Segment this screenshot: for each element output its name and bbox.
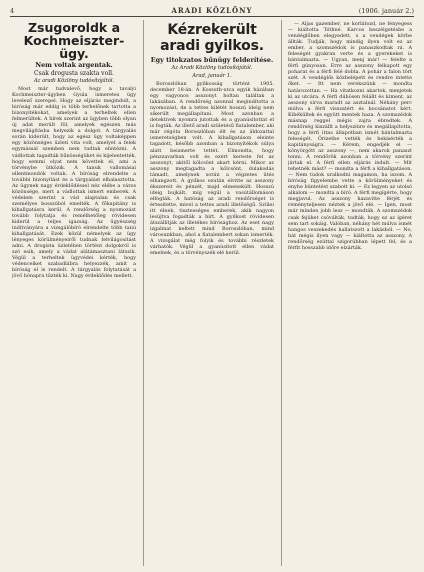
column-3 bbox=[288, 21, 412, 566]
issue-date: (1906. január 2.) bbox=[358, 7, 414, 15]
newspaper-title: ARADI KÖZLÖNY bbox=[171, 6, 253, 15]
article-subhead: Csak drogusta szakta voll. bbox=[34, 70, 114, 77]
column-divider bbox=[143, 20, 144, 566]
article-subhead: Nem voltak argentak. bbox=[35, 61, 113, 69]
article-byline: Az aradi Közlöny tudósítójától. bbox=[33, 78, 115, 84]
column-1 bbox=[12, 21, 136, 566]
column-divider bbox=[281, 20, 282, 566]
article-body bbox=[288, 21, 412, 251]
article-headline: Zsugoroldk a Kochmeiszter-ügy. bbox=[23, 21, 125, 61]
article-subhead: Egy titokzatos bűnügy felderítése. bbox=[150, 56, 274, 64]
column-2 bbox=[150, 21, 274, 566]
article-headline: Kézrekerült aradi gyilkos. bbox=[160, 22, 264, 54]
article-paragraph: Boroszlóban gyilkosság történt 1905. december 18-án. A Kossuth-utca egyik házában egy vagyonos asszonyt holtan találtak a lakásában. A rendőrség azonnal megindította a nyomozást, de a tettes kilétét hosszú ideig nem sikerült megállapítani. Most azonban a detektívek nyomra jutottak és a gyanúsítottat el is fogták. Az illető aradi születésű fiatalember, aki már régóta Boroszlóban élt és az áldozattal ismeretségben volt. A kihallgatáson eleinte tagadott, később azonban a bizonyítékok súlya alatt beismerte tettét. Elmondta, hogy pénzzavarban volt és ezért kereste fel az asszonyt, akitől kölcsönt akart kérni. Mikor az asszony megtagadta a kölcsönt, dulakodás támadt, amelynek során a végzetes ütés elhangzott. A gyilkos ezután elvitte az asszony ékszereit és pénzét, majd elmenekült. Hosszú ideig bujkált, míg végül a vasútállomáson elfogták. A hatóság az aradi rendőrséget is értesítette, mivel a tettes aradi illetőségű. Szülei itt élnek, tisztességes emberek, akik nagyon lesújtva fogadták a hírt. A gyilkost rövidesen átszállítják az illetékes bírósághoz. Az eset nagy izgalmat keltett mind Boroszlóban, mind városunkban, ahol a fiatalembert sokan ismerték. A vizsgálat még folyik és további részletek várhatók. Végül a gyanúsított ellen vádat emelnek, és a törvényszék elé kerül. bbox=[150, 81, 274, 257]
article-paragraph: — Aljas gazember, ne korlátozd, ne fenyegess — kiáltotta Tóthné. Karcos beszélgetésbe a vendéglőben elegyedett, s a vendégek körbe állták. Tudják, hogy mindig ilyen volt ez az ember, a szomszédok is panaszkodtak rá. A feleségét gyakran verte és a gyerekeket is bántalmazta. — Ugyan, menj már! — felelte a férfi gúnyosan. Erre az asszony felkapott egy poharat és a férfi felé dobta. A pohár a falon tört szét. A vendéglős közbelépett és rendre intette őket. — Itt nem verekszünk — mondta határozottan. — Ha vitatkozni akartok, menjetek ki az utcára. A férfi dühösen felállt és kiment, az asszony sírva maradt az asztalnál. Néhány perc múlva a férfi visszatért és bocsánatot kért. Kibékültek és együtt mentek haza. A szomszédok másnap reggel mégis zajra ébredtek. A rendőrség kiszállt a helyszínre és megállapította, hogy a férfi ittas állapotban ismét bántalmazta feleségét. Őrizetbe vették és bekísérték a kapitányságra. — Kérem, engedjék el — könyörgött az asszony —, nem akarok panaszt tenni. A rendőrök azonban a törvény szerint jártak el. A férfi ellen eljárás indult. — Mit tehetnék mást? — mondta a férfi a kihallgatáson. — Nem tudok uralkodni magamon, ha iszom. A bíróság figyelembe vette a körülményeket és enyhe büntetést szabott ki. — Ez legyen az utolsó alkalom — mondta a bíró. A férfi megígérte, hogy megjavul. Az asszony hazavitte férjét és reményteljesen néztek a jövő elé. — Igen, most már minden jobb lesz — mondták. A szomszédok csak fejüket csóválták, tudták, hogy ez az ígéret sem tart sokáig. Valóban, néhány hét múlva ismét hangos veszekedés hallatszott a lakásból. — No, hát mégis ilyen vagy — kiáltotta az asszony. A rendőrség ezúttal szigorúbban lépett fel, és a férfit hosszabb időre elzárták. bbox=[288, 21, 412, 251]
article-body bbox=[12, 86, 136, 280]
article-byline: Az Aradi Közlöny tudósítójától. bbox=[171, 65, 253, 71]
article-body bbox=[150, 81, 274, 256]
page-number: 4 bbox=[10, 7, 15, 15]
header-rule bbox=[10, 16, 414, 17]
article-paragraph: Most már tudvalevő, hogy a tavalyi Kochmeiszter-ügyben Gyula ismeretes ügy levelező szerepel. Hogy az eljárás megindult, a biróság már eddig is több terhelőnek tartotta a bizonyítékokat, amelyek a terheltek ellen felmerültek. A hírek szerint az ügyben több olyan új adat merült föl, amelyek egészen más megvilágításba helyezik a dolgot. A tárgyalás során kiderült, hogy az egész ügy voltaképpen egy közönséges üzleti vita volt, amelyet a felek egymással szemben nem tudtak elintézni. A vádlottak tagadták bűnösségüket és kijelentették, hogy semmi olyat nem követtek el, ami a törvénybe ütközik. A tanuk vallomásai ellentmondók voltak. A bíróság elrendelte a további bizonyítást és a tárgyalást elhalasztotta. Az ügynek nagy érdeklődéssel néz elébe a város közönsége, mert a vádlottak ismert emberek. A védelem szerint a vád alaptalan és csak személyes bosszúból emelték. A főkapitány is kihallgatásra kerül. A rendőrség a nyomozást tovább folytatja és remélhetőleg rövidesen kiderül a teljes igazság. Az ügyészség indítványára a vizsgálóbíró elrendelte több tanú kihallgatását. Ezek közül némelyek az ügy lényeges körülményeiről tudnak felvilágosítást adni. A drogista üzletében történt dolgokról is szó esik, amely a vádat alátámasztani látszik. Végül a terheltek ügyvédei kérték, hogy védenceiket szabadlábra helyezzék, amit a bíróság el is rendelt. A tárgyalás folytatását a jövő hónapra tűzték ki. Nagy érdeklődés mellett. bbox=[12, 86, 136, 280]
article-dateline: Arad, január 1. bbox=[192, 73, 232, 79]
